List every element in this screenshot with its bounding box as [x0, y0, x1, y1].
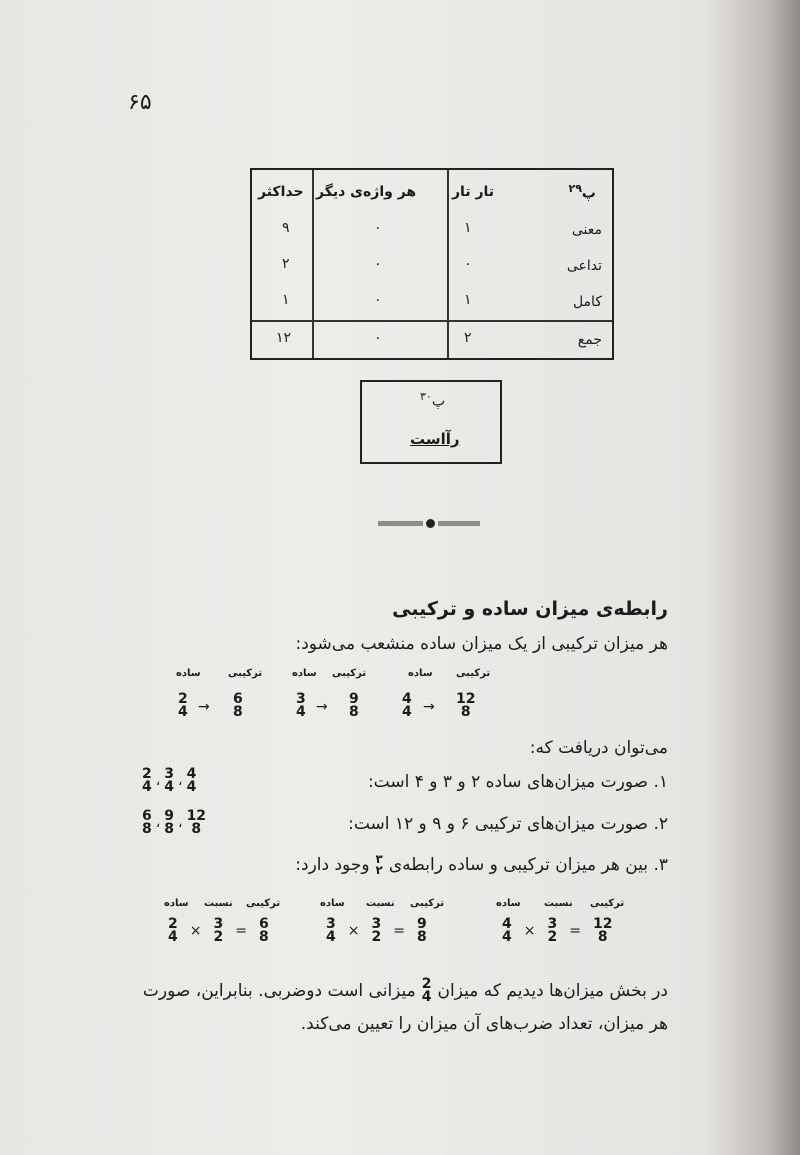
point-3 [295, 854, 668, 876]
label-compound: ترکیبی [456, 668, 491, 679]
label-compound: ترکیبی [246, 898, 281, 909]
row-label: معنی [571, 222, 602, 238]
label-simple: ساده [176, 668, 201, 679]
row-other: ۰ [374, 292, 382, 308]
point-3-text: ۳. بین هر میزان ترکیبی و ساده رابطه‌ی [388, 855, 668, 875]
list-fraction: 3 4 [164, 766, 175, 795]
equation-fraction: 2 4 [168, 916, 178, 945]
conclusion-text: در بخش میزان‌ها دیدیم که میزان [437, 981, 668, 1001]
times-sign: × [523, 923, 536, 939]
label-compound: ترکیبی [590, 898, 625, 909]
header-other: هر واژه‌ی دیگر [316, 184, 417, 200]
total-max: ۱۲ [276, 330, 292, 346]
lead-text: می‌توان دریافت که: [529, 738, 668, 758]
equation-fraction: 9 8 [416, 916, 427, 945]
divider-dot [426, 519, 435, 528]
conclusion-line-2: هر میزان، تعداد ضرب‌های آن میزان را تعیین می‌کند. [300, 1014, 668, 1034]
table-total-divider [252, 320, 612, 322]
row-other: ۰ [374, 256, 382, 272]
label-compound: ترکیبی [228, 668, 263, 679]
list-separator: ، [178, 773, 183, 789]
row-other: ۰ [374, 220, 382, 236]
equation-fraction: 3 2 [213, 916, 224, 945]
arrow-icon: → [198, 699, 210, 715]
intro-text: هر میزان ترکیبی از یک میزان ساده منشعب می‌شود: [295, 634, 668, 654]
row-max: ۲ [282, 256, 290, 272]
simple-list [142, 768, 196, 794]
conclusion-line-1 [143, 978, 668, 1004]
times-sign: × [347, 923, 360, 939]
row-max: ۹ [282, 220, 290, 236]
point-3-fraction: ۳ ۲ [375, 852, 383, 877]
pair-simple-fraction: 3 4 [296, 691, 306, 720]
label-simple: ساده [164, 898, 189, 909]
label-ratio: نسبت [544, 898, 573, 909]
pair-compound-fraction: 12 8 [456, 691, 476, 720]
divider-left [378, 521, 423, 526]
list-fraction: 12 8 [186, 808, 207, 837]
equation-fraction: 3 2 [371, 916, 382, 945]
compound-list [142, 810, 206, 836]
label-ratio: نسبت [204, 898, 233, 909]
row-label: کامل [572, 294, 602, 310]
pair-simple-fraction: 4 4 [402, 691, 412, 720]
equation-fraction: 3 4 [326, 916, 336, 945]
section-heading: رابطه‌ی میزان ساده و ترکیبی [392, 598, 668, 620]
list-fraction: 2 4 [142, 766, 152, 795]
row-tar: ۱ [464, 220, 472, 236]
table-divider [312, 170, 314, 358]
conclusion-fraction: 2 4 [421, 976, 432, 1005]
row-tar: ۱ [464, 292, 472, 308]
label-compound: ترکیبی [332, 668, 367, 679]
list-separator: ، [155, 773, 161, 789]
answer-box [360, 380, 502, 464]
point-2: ۲. صورت میزان‌های ترکیبی ۶ و ۹ و ۱۲ است: [348, 814, 668, 834]
arrow-icon: → [423, 699, 435, 715]
point-1: ۱. صورت میزان‌های ساده ۲ و ۳ و ۴ است: [367, 772, 668, 792]
label-ratio: نسبت [366, 898, 395, 909]
total-tar: ۲ [464, 330, 472, 346]
arrow-icon: → [316, 699, 328, 715]
row-tar: ۰ [464, 256, 472, 272]
times-sign: × [189, 923, 202, 939]
table-title: $^{۲۹}$پ [568, 182, 596, 202]
equation [326, 918, 427, 944]
label-simple: ساده [292, 668, 317, 679]
label-simple: ساده [496, 898, 521, 909]
point-3-text: وجود دارد: [295, 855, 370, 875]
header-max: حداکثر [258, 184, 304, 200]
pair-simple-fraction: 2 4 [178, 691, 188, 720]
equation [502, 918, 612, 944]
total-other: ۰ [374, 330, 382, 346]
list-separator: ، [178, 815, 183, 831]
answer-text: رآاست [410, 430, 460, 448]
pair-compound-fraction: 9 8 [349, 691, 359, 720]
equals-sign: = [569, 923, 581, 939]
table-divider [447, 170, 449, 358]
equation-fraction: 3 2 [547, 916, 558, 945]
label-simple: ساده [408, 668, 433, 679]
total-label: جمع [577, 332, 602, 348]
row-max: ۱ [282, 292, 290, 308]
divider-right [438, 521, 480, 526]
equation-fraction: 12 8 [592, 916, 613, 945]
pair-compound-fraction: 6 8 [233, 691, 243, 720]
equals-sign: = [235, 923, 247, 939]
list-separator: ، [155, 815, 161, 831]
label-simple: ساده [320, 898, 345, 909]
answer-title: $^{۳۰}$پ [420, 390, 446, 410]
list-fraction: 6 8 [142, 808, 152, 837]
header-tar: تار تار [452, 184, 495, 200]
row-label: تداعی [566, 258, 602, 274]
list-fraction: 4 4 [186, 766, 197, 795]
list-fraction: 9 8 [164, 808, 175, 837]
equation [168, 918, 269, 944]
equation-fraction: 4 4 [502, 916, 512, 945]
conclusion-text: میزانی است دوضربی. بنابراین، صورت [142, 981, 416, 1001]
equation-fraction: 6 8 [258, 916, 269, 945]
equals-sign: = [393, 923, 405, 939]
label-compound: ترکیبی [410, 898, 445, 909]
score-table [250, 168, 614, 360]
page-number: ۶۵ [128, 90, 152, 115]
